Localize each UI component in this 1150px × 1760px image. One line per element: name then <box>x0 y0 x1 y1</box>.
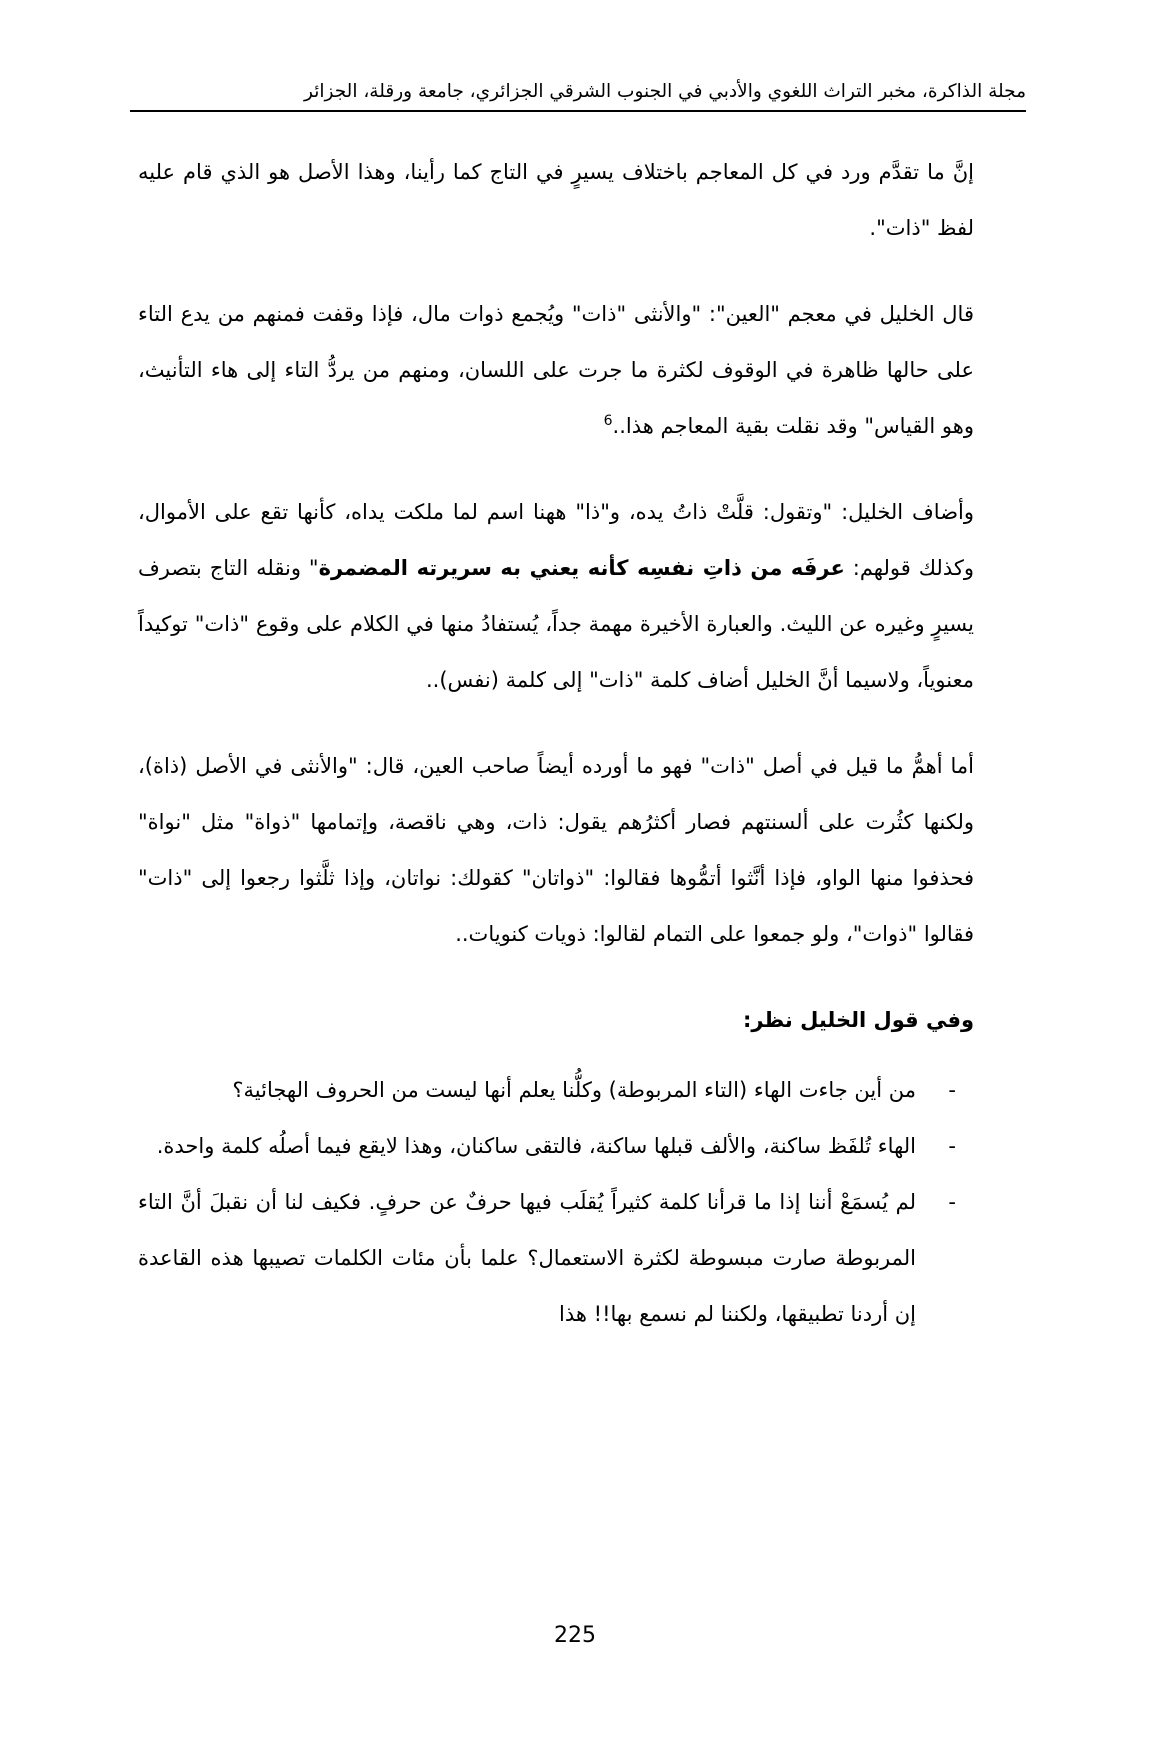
paragraph-3 <box>138 484 974 708</box>
paragraph-3-part-1: وأضاف الخليل: "وتقول: قلَّتْ ذاتُ يده، و"ذا" ههنا اسم لما ملكت يداه، كأنها تقع على الأموال، وكذلك قولهم: <box>138 500 974 580</box>
paragraph-3-part-2: " ونقله التاج بتصرف يسيرٍ وغيره عن الليث. والعبارة الأخيرة مهمة جداً، يُستفادُ منها في الكلام على وقوع "ذات" توكيداً معنوياً، ولاسيما أنَّ الخليل أضاف كلمة "ذات" إلى كلمة (نفس).. <box>138 556 974 692</box>
section-heading: وفي قول الخليل نظر: <box>742 1008 974 1032</box>
paragraph-4: أما أهمُّ ما قيل في أصل "ذات" فهو ما أورده أيضاً صاحب العين، قال: "والأنثى في الأصل (ذاة)، ولكنها كثُرت على ألسنتهم فصار أكثرُهم يقول: ذات، وهي ناقصة، وإتمامها "ذواة" مثل "نواة" فحذفوا منها الواو، فإذا أنَّثوا أتمُّوها فقالوا: "ذواتان" كقولك: نواتان، وإذا ثلَّثوا رجعوا إلى "ذات" فقالوا "ذوات"، ولو جمعوا على التمام لقالوا: ذويات كنويات.. <box>138 754 974 946</box>
list-item: - من أين جاءت الهاء (التاء المربوطة) وكلُّنا يعلم أنها ليست من الحروف الهجائية؟ <box>138 1062 974 1118</box>
paragraph-2 <box>138 286 974 454</box>
list-item: - الهاء تُلفَظ ساكنة، والألف قبلها ساكنة، فالتقى ساكنان، وهذا لايقع فيما أصلُه كلمة واحدة. <box>138 1118 974 1174</box>
running-header <box>130 78 1026 112</box>
list-item: - لم يُسمَعْ أننا إذا ما قرأنا كلمة كثيراً يُقلَب فيها حرفٌ عن حرفٍ. فكيف لنا أن نقبلَ أنَّ التاء المربوطة صارت مبسوطة لكثرة الاستعمال؟ علما بأن مئات الكلمات تصيبها هذه القاعدة إن أردنا تطبيقها، ولكننا لم نسمع بها!! هذا <box>138 1174 974 1342</box>
journal-title: مجلة الذاكرة، مخبر التراث اللغوي والأدبي في الجنوب الشرقي الجزائري، جامعة ورقلة، الجزائر <box>304 81 1026 102</box>
footnote-marker: 6 <box>603 413 613 429</box>
objection-list <box>138 1062 974 1342</box>
bold-quote: عرفَه من ذاتِ نفسِه كأنه يعني به سريرته المضمرة <box>318 556 845 580</box>
paragraph-1: إنَّ ما تقدَّم ورد في كل المعاجم باختلاف يسيرٍ في التاج كما رأينا، وهذا الأصل هو الذي قام عليه لفظ "ذات". <box>138 160 974 240</box>
page-number: 225 <box>554 1623 596 1648</box>
paragraph-2-text: قال الخليل في معجم "العين": "والأنثى "ذات" ويُجمع ذوات مال، فإذا وقفت فمنهم من يدع التاء على حالها ظاهرة في الوقوف لكثرة ما جرت على اللسان، ومنهم من يردُّ التاء إلى هاء التأنيث، وهو القياس" وقد نقلت بقية المعاجم هذا.. <box>138 302 974 438</box>
article-body <box>138 144 974 1342</box>
